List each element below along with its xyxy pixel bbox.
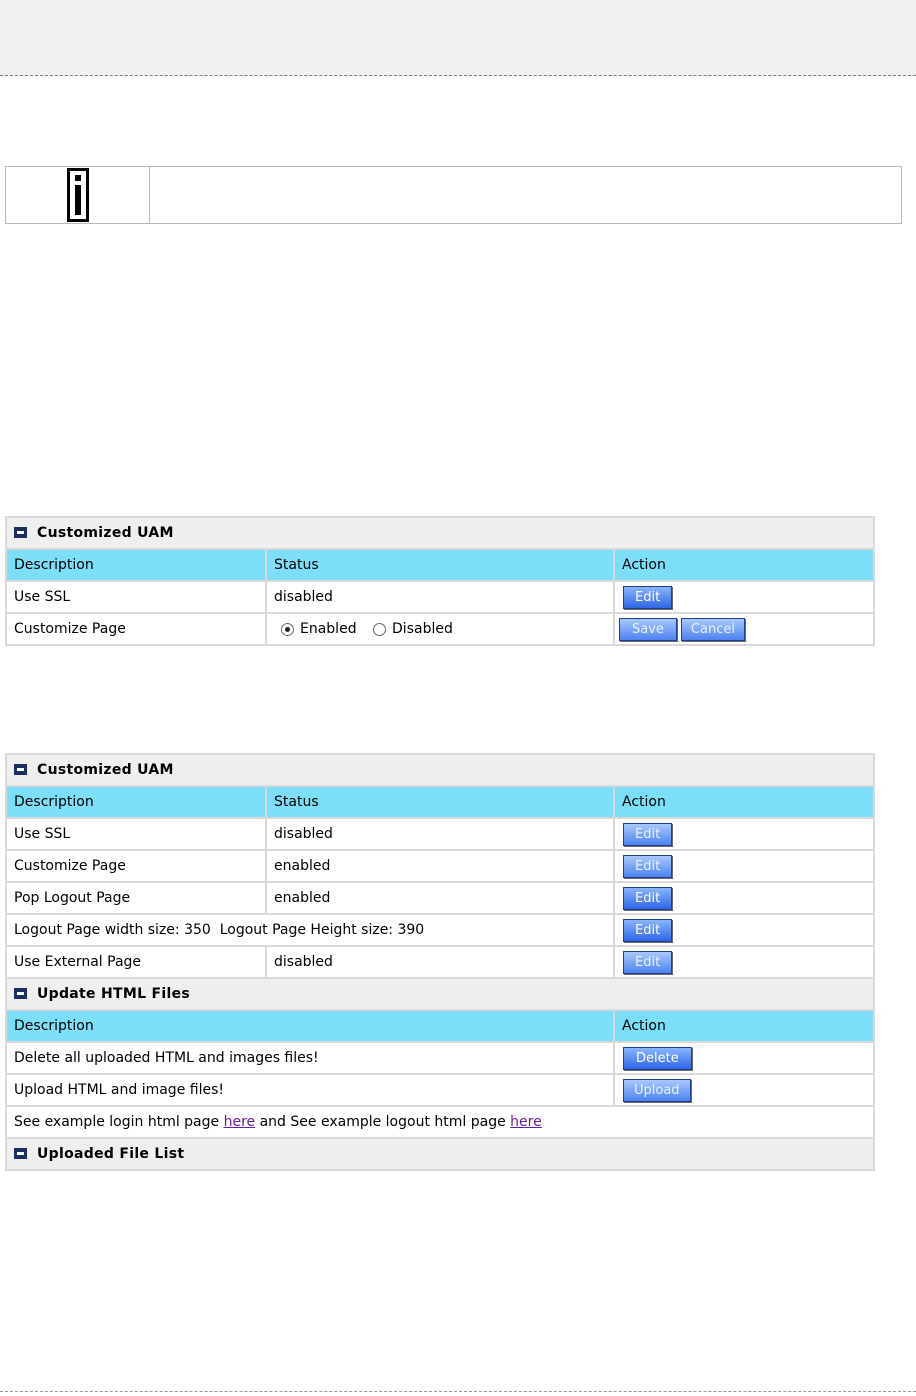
delete-button[interactable]: Delete <box>623 1047 692 1070</box>
table-row <box>6 1106 874 1138</box>
table-row <box>6 946 874 978</box>
note-text <box>150 167 901 223</box>
example-links-row <box>6 1106 874 1138</box>
table-row <box>6 613 874 645</box>
example-text-logout: and See example logout html page <box>255 1114 511 1130</box>
row-status: disabled <box>266 581 614 613</box>
row-status: disabled <box>266 818 614 850</box>
page-header-band <box>0 0 916 76</box>
column-header-row <box>6 1010 874 1042</box>
row-description: Upload HTML and image files! <box>6 1074 614 1106</box>
customized-uam-table <box>5 753 875 1171</box>
section-header <box>6 1138 874 1170</box>
col-description: Description <box>6 549 266 581</box>
edit-button[interactable]: Edit <box>623 586 672 609</box>
table-row <box>6 914 874 946</box>
example-login-link[interactable]: here <box>223 1114 256 1130</box>
table-row <box>6 1042 874 1074</box>
table-row <box>6 1074 874 1106</box>
page-footer-divider <box>0 1391 916 1392</box>
note-icon-cell <box>6 167 150 223</box>
table-row <box>6 882 874 914</box>
section-arrow-icon <box>14 527 27 538</box>
edit-ssl-button[interactable]: Edit <box>623 823 672 846</box>
save-button[interactable]: Save <box>619 618 677 641</box>
section-title: Customized UAM <box>37 525 174 541</box>
table-row <box>6 818 874 850</box>
row-description: Customize Page <box>6 613 266 645</box>
column-header-row <box>6 549 874 581</box>
col-action: Action <box>614 1010 874 1042</box>
upload-button[interactable]: Upload <box>623 1079 691 1102</box>
col-action: Action <box>614 786 874 818</box>
enabled-radio[interactable] <box>281 623 294 636</box>
row-description: Customize Page <box>6 850 266 882</box>
row-description: Delete all uploaded HTML and images files! <box>6 1042 614 1074</box>
column-header-row <box>6 786 874 818</box>
col-description: Description <box>6 1010 614 1042</box>
section-title: Customized UAM <box>37 762 174 778</box>
table-row <box>6 581 874 613</box>
row-description: Use External Page <box>6 946 266 978</box>
example-logout-link[interactable]: here <box>510 1114 542 1130</box>
row-description: Use SSL <box>6 818 266 850</box>
col-description: Description <box>6 786 266 818</box>
disabled-radio[interactable] <box>373 623 386 636</box>
section-title: Uploaded File List <box>37 1146 185 1162</box>
edit-logout-size-button[interactable]: Edit <box>623 919 672 942</box>
info-icon <box>67 168 89 222</box>
edit-customize-page-button[interactable]: Edit <box>623 855 672 878</box>
col-status: Status <box>266 786 614 818</box>
row-description: Use SSL <box>6 581 266 613</box>
row-status: enabled <box>266 850 614 882</box>
example-text-login: See example login html page <box>14 1114 224 1130</box>
section-header <box>6 754 874 786</box>
info-note <box>5 166 902 224</box>
edit-external-page-button[interactable]: Edit <box>623 951 672 974</box>
section-header <box>6 517 874 549</box>
row-status: disabled <box>266 946 614 978</box>
cancel-button[interactable]: Cancel <box>681 618 745 641</box>
row-description: Pop Logout Page <box>6 882 266 914</box>
section-header <box>6 978 874 1010</box>
table-row <box>6 850 874 882</box>
disabled-radio-label: Disabled <box>392 621 453 637</box>
edit-pop-logout-button[interactable]: Edit <box>623 887 672 910</box>
row-description: Logout Page width size: 350 Logout Page Height size: 390 <box>6 914 614 946</box>
customized-uam-edit-table <box>5 516 875 646</box>
section-title: Update HTML Files <box>37 986 191 1002</box>
row-status: enabled <box>266 882 614 914</box>
enabled-radio-label: Enabled <box>300 621 357 637</box>
section-arrow-icon <box>14 988 27 999</box>
col-action: Action <box>614 549 874 581</box>
col-status: Status <box>266 549 614 581</box>
section-arrow-icon <box>14 764 27 775</box>
section-arrow-icon <box>14 1148 27 1159</box>
